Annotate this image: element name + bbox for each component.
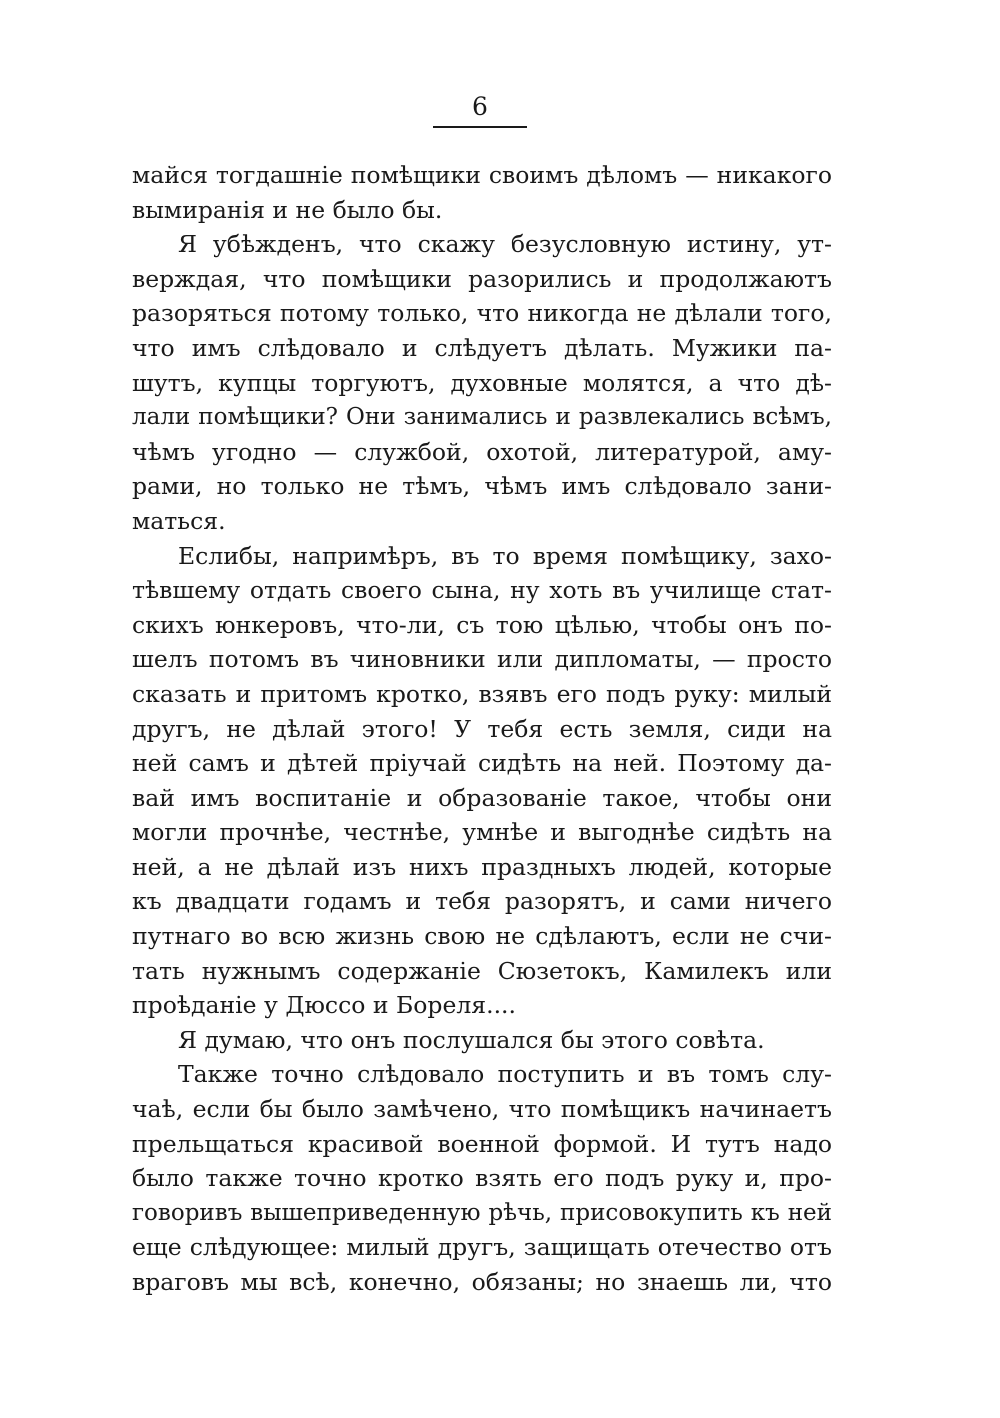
text-line: скихъ юнкеровъ, что-ли, съ тою цѣлью, чтобы онъ по- — [132, 610, 832, 639]
text-line: было также точно кротко взять его подъ руку и, про- — [132, 1164, 832, 1193]
text-line: еще слѣдующее: милый другъ, защищать отечество отъ — [132, 1233, 832, 1262]
text-line: лали помѣщики? Они занимались и развлекались всѣмъ, — [132, 404, 832, 431]
page-number: 6 — [472, 92, 488, 121]
text-line: къ двадцати годамъ и тебя разорятъ, и сами ничего — [132, 887, 832, 916]
text-line: другъ, не дѣлай этого! У тебя есть земля, сиди на — [132, 714, 832, 743]
text-line: Еслибы, напримѣръ, въ то время помѣщику, захо- — [178, 541, 832, 570]
text-line: враговъ мы всѣ, конечно, обязаны; но знаешь ли, что — [132, 1268, 832, 1296]
text-line: тать нужнымъ содержаніе Сюзетокъ, Камилекъ или — [132, 956, 832, 985]
text-line: Также точно слѣдовало поступить и въ томъ слу- — [178, 1060, 832, 1089]
text-line: разоряться потому только, что никогда не дѣлали того, — [132, 299, 832, 328]
text-line: шутъ, купцы торгуютъ, духовные молятся, а что дѣ- — [132, 368, 832, 397]
text-line: шелъ потомъ въ чиновники или дипломаты, — просто — [132, 645, 832, 674]
text-line: маться. — [132, 506, 226, 535]
text-line: тѣвшему отдать своего сына, ну хоть въ училище стат- — [132, 576, 832, 605]
text-line: что имъ слѣдовало и слѣдуетъ дѣлать. Мужики па- — [132, 333, 832, 362]
header-rule — [433, 126, 527, 128]
text-line: вай имъ воспитаніе и образованіе такое, чтобы они — [132, 783, 832, 812]
text-line: прельщаться красивой военной формой. И тутъ надо — [132, 1129, 832, 1158]
text-line: верждая, что помѣщики разорились и продолжаютъ — [132, 264, 832, 293]
text-line: сказать и притомъ кротко, взявъ его подъ руку: милый — [132, 679, 832, 708]
text-line: проѣданіе у Дюссо и Бореля.... — [132, 991, 516, 1020]
text-line: чаѣ, если бы было замѣчено, что помѣщикъ начинаетъ — [132, 1095, 832, 1124]
text-line: Я убѣжденъ, что скажу безусловную истину, ут- — [178, 230, 832, 259]
text-line: путнаго во всю жизнь свою не сдѣлаютъ, если не счи- — [132, 922, 832, 951]
text-line: Я думаю, что онъ послушался бы этого совѣта. — [178, 1025, 765, 1054]
text-line: говоривъ вышеприведенную рѣчь, присовокупить къ ней — [132, 1199, 832, 1226]
text-line: рами, но только не тѣмъ, чѣмъ имъ слѣдовало зани- — [132, 472, 832, 501]
text-line: ней, а не дѣлай изъ нихъ праздныхъ людей, которые — [132, 852, 832, 881]
text-line: ней самъ и дѣтей пріучай сидѣть на ней. Поэтому да- — [132, 749, 832, 778]
body-text — [132, 158, 832, 1300]
text-line: майся тогдашніе помѣщики своимъ дѣломъ — никакого — [132, 161, 832, 189]
text-line: могли прочнѣе, честнѣе, умнѣе и выгоднѣе сидѣть на — [132, 818, 832, 847]
text-line: чѣмъ угодно — службой, охотой, литературой, аму- — [132, 437, 832, 466]
text-line: вымиранія и не было бы. — [132, 195, 443, 224]
